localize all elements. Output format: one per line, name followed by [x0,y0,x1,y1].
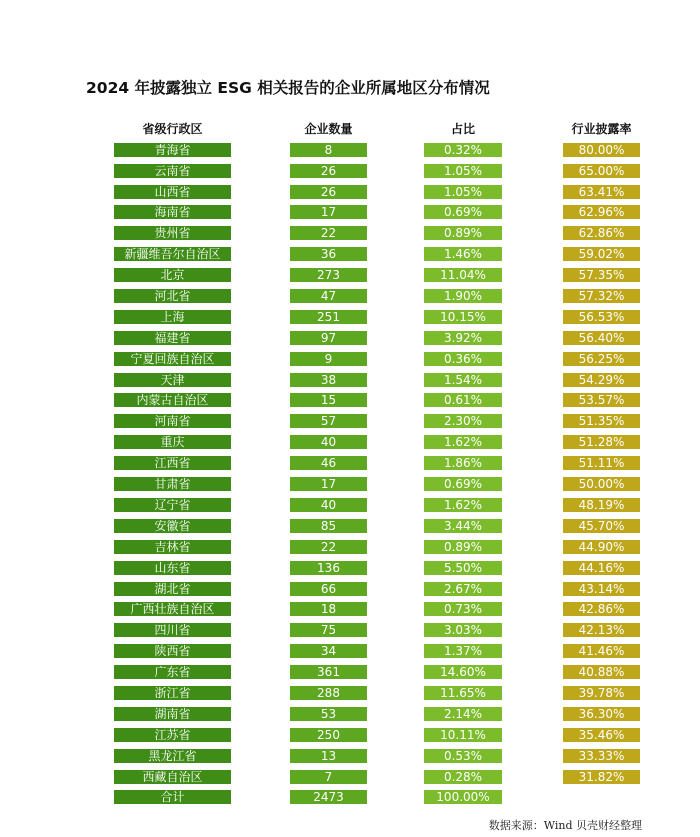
region-cell: 广东省 [114,665,231,679]
count-cell: 136 [290,561,367,575]
table-row [0,392,700,413]
column-header-region: 省级行政区 [142,122,203,136]
count-cell: 53 [290,707,367,721]
share-cell: 2.30% [424,414,502,428]
count-cell: 9 [290,352,367,366]
region-cell: 安徽省 [114,519,231,533]
table-row [0,684,700,705]
count-cell: 26 [290,164,367,178]
disclosure-rate-cell: 57.35% [563,268,640,282]
count-cell: 38 [290,373,367,387]
region-cell: 天津 [114,373,231,387]
count-cell: 361 [290,665,367,679]
disclosure-rate-cell: 56.53% [563,310,640,324]
share-cell: 0.61% [424,393,502,407]
region-cell: 黑龙江省 [114,749,231,763]
table-row [0,559,700,580]
disclosure-rate-cell: 65.00% [563,164,640,178]
disclosure-rate-cell: 45.70% [563,519,640,533]
region-cell: 湖北省 [114,582,231,596]
region-cell: 陕西省 [114,644,231,658]
region-cell: 山西省 [114,185,231,199]
region-cell: 福建省 [114,331,231,345]
count-cell: 15 [290,393,367,407]
table-row [0,538,700,559]
table-row [0,225,700,246]
share-cell: 1.37% [424,644,502,658]
table-row [0,580,700,601]
table-row [0,454,700,475]
disclosure-rate-cell: 36.30% [563,707,640,721]
disclosure-rate-cell: 59.02% [563,247,640,261]
count-cell: 40 [290,435,367,449]
count-cell: 26 [290,185,367,199]
count-cell: 18 [290,602,367,616]
table-row [0,350,700,371]
share-cell: 0.69% [424,205,502,219]
share-cell: 1.46% [424,247,502,261]
disclosure-rate-cell: 51.28% [563,435,640,449]
share-cell: 14.60% [424,665,502,679]
region-cell: 重庆 [114,435,231,449]
disclosure-rate-cell: 39.78% [563,686,640,700]
table-row [0,266,700,287]
count-cell: 13 [290,749,367,763]
region-cell: 贵州省 [114,226,231,240]
share-cell: 0.28% [424,770,502,784]
disclosure-rate-cell: 62.86% [563,226,640,240]
table-row [0,747,700,768]
count-cell: 288 [290,686,367,700]
region-cell: 新疆维吾尔自治区 [114,247,231,261]
share-cell: 3.03% [424,623,502,637]
region-cell: 青海省 [114,143,231,157]
table-row [0,371,700,392]
region-cell: 内蒙古自治区 [114,393,231,407]
count-cell: 47 [290,289,367,303]
count-cell: 36 [290,247,367,261]
count-cell: 273 [290,268,367,282]
table-row [0,287,700,308]
region-cell: 云南省 [114,164,231,178]
region-cell: 山东省 [114,561,231,575]
count-cell: 22 [290,540,367,554]
region-cell: 河南省 [114,414,231,428]
share-cell: 1.05% [424,185,502,199]
disclosure-rate-cell: 50.00% [563,477,640,491]
count-cell: 40 [290,498,367,512]
share-cell: 3.44% [424,519,502,533]
share-cell: 0.53% [424,749,502,763]
disclosure-rate-cell: 42.13% [563,623,640,637]
disclosure-rate-cell: 40.88% [563,665,640,679]
table-row [0,621,700,642]
region-cell: 北京 [114,268,231,282]
disclosure-rate-cell: 80.00% [563,143,640,157]
share-cell: 11.65% [424,686,502,700]
region-cell: 西藏自治区 [114,770,231,784]
count-cell: 57 [290,414,367,428]
count-cell: 66 [290,582,367,596]
share-cell: 1.62% [424,498,502,512]
disclosure-rate-cell: 31.82% [563,770,640,784]
count-cell: 17 [290,477,367,491]
table-row [0,162,700,183]
disclosure-rate-cell: 53.57% [563,393,640,407]
region-cell: 吉林省 [114,540,231,554]
disclosure-rate-cell: 63.41% [563,185,640,199]
share-cell: 2.14% [424,707,502,721]
count-cell: 2473 [290,790,367,804]
share-cell: 0.32% [424,143,502,157]
count-cell: 85 [290,519,367,533]
share-cell: 1.86% [424,456,502,470]
disclosure-rate-cell: 62.96% [563,205,640,219]
chart-title: 2024 年披露独立 ESG 相关报告的企业所属地区分布情况 [86,79,490,97]
region-cell: 辽宁省 [114,498,231,512]
table-row [0,141,700,162]
share-cell: 0.69% [424,477,502,491]
region-cell: 浙江省 [114,686,231,700]
count-cell: 8 [290,143,367,157]
share-cell: 100.00% [424,790,502,804]
share-cell: 0.36% [424,352,502,366]
region-cell: 四川省 [114,623,231,637]
table-row [0,496,700,517]
share-cell: 1.90% [424,289,502,303]
region-cell: 海南省 [114,205,231,219]
table-body [0,141,700,810]
table-row [0,789,700,810]
column-header-disclosure-rate: 行业披露率 [571,122,632,136]
count-cell: 34 [290,644,367,658]
share-cell: 0.89% [424,226,502,240]
share-cell: 3.92% [424,331,502,345]
disclosure-rate-cell: 56.25% [563,352,640,366]
disclosure-rate-cell: 35.46% [563,728,640,742]
table-row [0,308,700,329]
share-cell: 0.89% [424,540,502,554]
region-cell: 江西省 [114,456,231,470]
disclosure-rate-cell: 51.11% [563,456,640,470]
region-cell: 广西壮族自治区 [114,602,231,616]
table-row [0,601,700,622]
disclosure-rate-cell: 44.90% [563,540,640,554]
count-cell: 250 [290,728,367,742]
share-cell: 0.73% [424,602,502,616]
table-row [0,642,700,663]
count-cell: 251 [290,310,367,324]
table-row [0,433,700,454]
share-cell: 5.50% [424,561,502,575]
region-cell: 江苏省 [114,728,231,742]
disclosure-rate-cell: 41.46% [563,644,640,658]
table-row [0,245,700,266]
region-cell: 宁夏回族自治区 [114,352,231,366]
count-cell: 22 [290,226,367,240]
region-cell: 上海 [114,310,231,324]
share-cell: 11.04% [424,268,502,282]
share-cell: 2.67% [424,582,502,596]
count-cell: 17 [290,205,367,219]
column-header-share: 占比 [450,122,475,136]
count-cell: 7 [290,770,367,784]
table-row [0,204,700,225]
table-row [0,183,700,204]
table-row [0,663,700,684]
disclosure-rate-cell: 51.35% [563,414,640,428]
table-row [0,413,700,434]
disclosure-rate-cell: 33.33% [563,749,640,763]
share-cell: 1.05% [424,164,502,178]
disclosure-rate-cell: 43.14% [563,582,640,596]
disclosure-rate-cell: 42.86% [563,602,640,616]
count-cell: 46 [290,456,367,470]
share-cell: 10.11% [424,728,502,742]
table-row [0,705,700,726]
disclosure-rate-cell: 57.32% [563,289,640,303]
disclosure-rate-cell: 44.16% [563,561,640,575]
region-cell: 湖南省 [114,707,231,721]
disclosure-rate-cell: 56.40% [563,331,640,345]
region-cell: 甘肃省 [114,477,231,491]
disclosure-rate-cell: 48.19% [563,498,640,512]
table-row [0,517,700,538]
count-cell: 75 [290,623,367,637]
table-row [0,768,700,789]
disclosure-rate-cell: 54.29% [563,373,640,387]
share-cell: 10.15% [424,310,502,324]
share-cell: 1.54% [424,373,502,387]
region-cell: 合计 [114,790,231,804]
column-header-count: 企业数量 [304,122,353,136]
share-cell: 1.62% [424,435,502,449]
count-cell: 97 [290,331,367,345]
table-row [0,329,700,350]
data-source-note: 数据来源：Wind 贝壳财经整理 [488,819,642,832]
table-row [0,726,700,747]
region-cell: 河北省 [114,289,231,303]
table-row [0,475,700,496]
